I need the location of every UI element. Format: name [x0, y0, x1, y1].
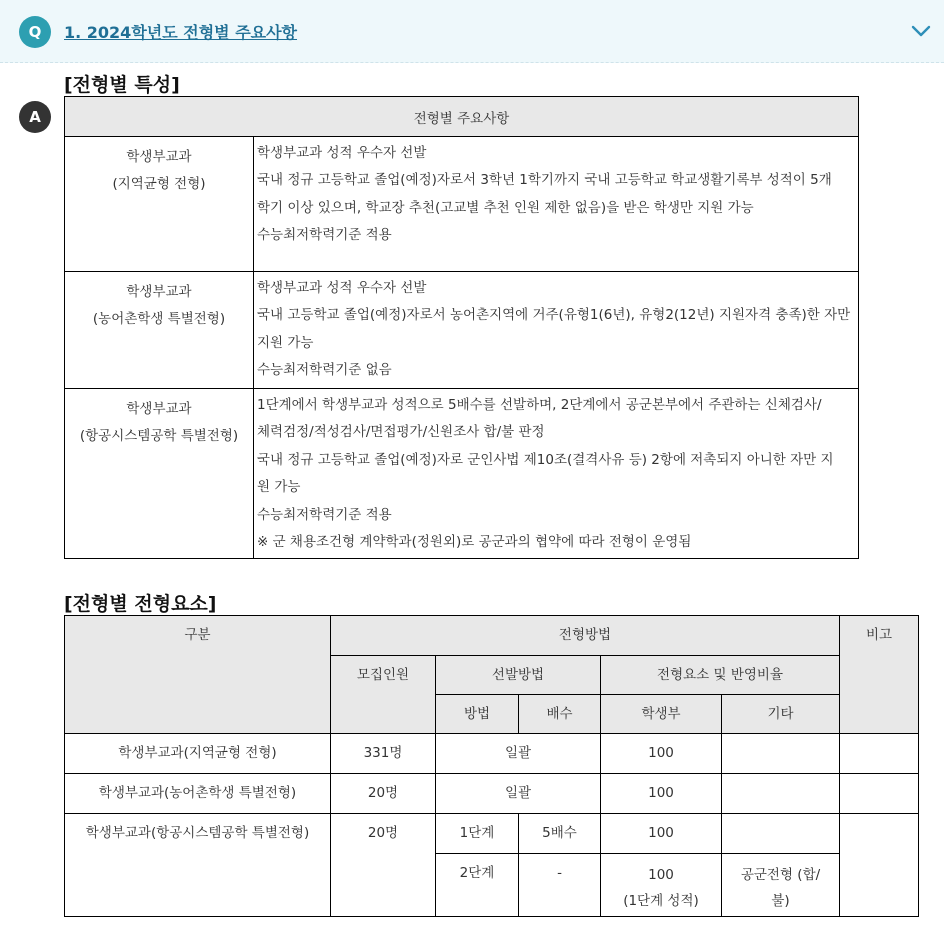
quota-cell: 20명: [331, 814, 436, 917]
school-record-value: 100: [648, 867, 674, 883]
school-record-cell: 100: [601, 774, 722, 814]
multiple-cell: 5배수: [519, 814, 601, 854]
question-badge: Q: [19, 16, 51, 48]
admission-type-cell: [65, 272, 254, 389]
division-cell: 학생부교과(농어촌학생 특별전형): [65, 774, 331, 814]
table-row: [65, 389, 859, 559]
description-cell: [254, 272, 859, 389]
table-row: [65, 774, 919, 814]
method-group-header: 전형방법: [331, 616, 840, 656]
description-line: ※ 군 채용조건형 계약학과(정원외)로 공군과의 협약에 따라 전형이 운영됨: [257, 534, 692, 551]
quota-cell: 331명: [331, 734, 436, 774]
table-row: [65, 734, 919, 774]
description-line: 국내 고등학교 졸업(예정)자로서 농어촌지역에 거주(유형1(6년), 유형2(12년) 지원자격 충족)한 자만: [257, 307, 851, 324]
description-line: 수능최저학력기준 없음: [257, 362, 392, 379]
school-record-note: (1단계 성적): [623, 893, 699, 909]
question-header[interactable]: [0, 0, 944, 63]
description-line: 국내 정규 고등학교 졸업(예정)자로서 3학년 1학기까지 국내 고등학교 학교생활기록부 성적이 5개: [257, 172, 832, 189]
table-header: 전형별 주요사항: [65, 97, 859, 137]
multiple-cell: -: [519, 854, 601, 917]
table-header-row: [65, 97, 859, 137]
description-cell: [254, 389, 859, 559]
description-line: 학생부교과 성적 우수자 선발: [257, 280, 427, 296]
section-title-elements: [전형별 전형요소]: [64, 593, 217, 615]
other-cell: [722, 854, 840, 917]
quota-header: 모집인원: [331, 656, 436, 734]
school-record-header: 학생부: [601, 695, 722, 734]
school-record-cell: [601, 854, 722, 917]
admission-type-name: 학생부교과: [126, 401, 192, 417]
division-cell: 학생부교과(지역균형 전형): [65, 734, 331, 774]
description-line: 체력검정/적성검사/면접평가/신원조사 합/불 판정: [257, 424, 545, 441]
table-row: [65, 137, 859, 272]
selection-cell: 일괄: [436, 774, 601, 814]
admission-type-sub: (항공시스템공학 특별전형): [79, 428, 239, 444]
section-title-characteristics: [전형별 특성]: [64, 74, 180, 96]
admission-type-cell: [65, 137, 254, 272]
admission-type-name: 학생부교과: [126, 284, 192, 300]
method-cell: 1단계: [436, 814, 519, 854]
question-title-link[interactable]: 1. 2024학년도 전형별 주요사항: [64, 23, 298, 42]
description-line: 학기 이상 있으며, 학교장 추천(고교별 추천 인원 제한 없음)을 받은 학생만 지원 가능: [257, 199, 754, 216]
other-header: 기타: [722, 695, 840, 734]
description-line: 지원 가능: [257, 334, 314, 351]
multiple-header: 배수: [519, 695, 601, 734]
method-header: 방법: [436, 695, 519, 734]
remarks-cell: [840, 774, 919, 814]
admission-type-name: 학생부교과: [126, 149, 192, 165]
other-value: 불): [771, 893, 790, 909]
answer-badge: A: [19, 101, 51, 133]
selection-cell: 일괄: [436, 734, 601, 774]
other-cell: [722, 814, 840, 854]
elements-table: [64, 615, 919, 917]
description-line: 수능최저학력기준 적용: [257, 227, 392, 244]
division-header: 구분: [65, 616, 331, 734]
division-cell: 학생부교과(항공시스템공학 특별전형): [65, 814, 331, 917]
school-record-cell: 100: [601, 814, 722, 854]
admission-type-sub: (지역균형 전형): [112, 176, 206, 192]
table-row: [65, 272, 859, 389]
description-line: 원 가능: [257, 479, 301, 496]
characteristics-table: [64, 96, 859, 559]
method-cell: 2단계: [436, 854, 519, 917]
elements-header: 전형요소 및 반영비율: [601, 656, 840, 695]
header-row: [65, 616, 919, 656]
other-cell: [722, 774, 840, 814]
description-line: 수능최저학력기준 적용: [257, 506, 392, 523]
school-record-cell: 100: [601, 734, 722, 774]
table-row: [65, 814, 919, 854]
remarks-header: 비고: [840, 616, 919, 734]
other-cell: [722, 734, 840, 774]
admission-type-sub: (농어촌학생 특별전형): [92, 311, 226, 327]
chevron-down-icon[interactable]: [908, 20, 934, 42]
other-value: 공군전형 (합/: [740, 867, 821, 883]
remarks-cell: [840, 814, 919, 917]
description-cell: [254, 137, 859, 272]
quota-cell: 20명: [331, 774, 436, 814]
remarks-cell: [840, 734, 919, 774]
selection-header: 선발방법: [436, 656, 601, 695]
description-line: 1단계에서 학생부교과 성적으로 5배수를 선발하며, 2단계에서 공군본부에서 주관하는 신체검사/: [257, 397, 822, 413]
description-line: 국내 정규 고등학교 졸업(예정)자로 군인사법 제10조(결격사유 등) 2항에 저촉되지 아니한 자만 지: [257, 451, 834, 468]
admission-type-cell: [65, 389, 254, 559]
description-line: 학생부교과 성적 우수자 선발: [257, 145, 427, 161]
